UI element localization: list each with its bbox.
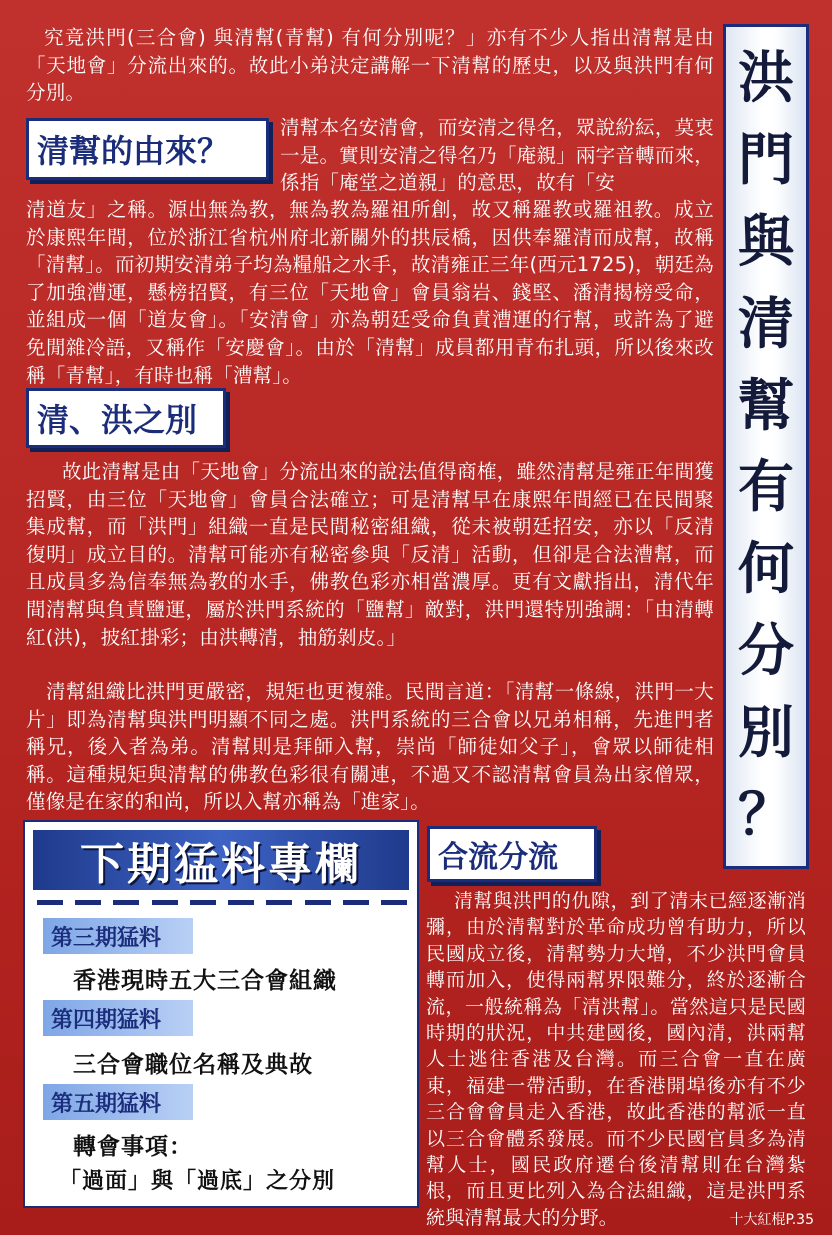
origin-heading: 清幫的由來？ xyxy=(26,118,269,180)
title-char: 幫 xyxy=(738,372,794,439)
origin-body-text: 清道友」之稱。源出無為教，無為教為羅祖所創，故又稱羅教或羅祖教。成立於康熙年間，位於浙江省杭州府北新關外的拱辰橋，因供奉羅清而成幫，故稱「清幫」。而初期安清弟子均為糧船之水手，故清雍正三年(西元1725)，朝廷為了加強漕運，懸榜招賢，有三位「天地會」會員翁岩、錢堅、潘清揭榜受命，並組成一個「道友會」。「安清會」亦為朝廷受命負責漕運的行幫，或許為了避免閒雜冷語，又稱作「安慶會」。由於「清幫」成員都用青布扎頭，所以後來改稱「青幫」，有時也稱「漕幫」。 xyxy=(26,198,714,387)
title-char: 別 xyxy=(738,700,794,767)
title-char: 與 xyxy=(738,208,794,275)
issue-3-text: 香港現時五大三合會組織 xyxy=(73,968,337,994)
difference-para-1: 故此清幫是由「天地會」分流出來的說法值得商榷，雖然清幫是雍正年間獲招賢，由三位「天地會」會員合法確立；可是清幫早在康熙年間經已在民間聚集成幫，而「洪門」組織一直是民間秘密組織，從未被朝廷招安，亦以「反清復明」成立目的。清幫可能亦有秘密參與「反清」活動，但卻是合法漕幫，而且成員多為信奉無為教的水手，佛教色彩亦相當濃厚。更有文獻指出，清代年間清幫與負責鹽運，屬於洪門系統的「鹽幫」敵對，洪門還特別強調：「由清轉紅(洪)，披紅掛彩；由洪轉清，抽筋剝皮。」 xyxy=(26,460,714,649)
intro-paragraph: 究竟洪門(三合會) 與清幫(青幫) 有何分別呢？」亦有不少人指出清幫是由「天地會」分流出來的。故此小弟決定講解一下清幫的歷史，以及與洪門有何分別。 xyxy=(26,26,714,105)
issue-5-tag: 第五期猛料 xyxy=(43,1084,193,1120)
issue-3-tag: 第三期猛料 xyxy=(43,918,193,954)
dash-divider xyxy=(37,900,407,906)
next-issue-panel xyxy=(23,820,419,1208)
vertical-title xyxy=(723,24,809,869)
title-char: 分 xyxy=(738,618,794,685)
origin-side-text: 清幫本名安清會，而安清之得名，眾說紛紜，莫衷一是。實則安清之得名乃「庵親」兩字音轉而來，係指「庵堂之道親」的意思，故有「安 xyxy=(280,116,714,195)
next-issue-banner: 下期猛料專欄 xyxy=(33,830,409,890)
title-char: 何 xyxy=(738,536,794,603)
merge-heading: 合流分流 xyxy=(427,826,597,882)
title-char: 洪 xyxy=(738,44,794,111)
issue-4-text: 三合會職位名稱及典故 xyxy=(73,1052,313,1078)
page-number: 十大紅棍P.35 xyxy=(729,1212,814,1228)
difference-heading: 清、洪之別 xyxy=(26,388,226,448)
merge-body-text: 清幫與洪門的仇隙，到了清末已經逐漸消彌，由於清幫對於革命成功曾有助力，所以民國成立後，清幫勢力大增，不少洪門會員轉而加入，使得兩幫界限難分，終於逐漸合流，一般統稱為「清洪幫」。當然這只是民國時期的狀況，中共建國後，國內清，洪兩幫人士逃往香港及台灣。而三合會一直在廣東，福建一帶活動，在香港開埠後亦有不少三合會會員走入香港，故此香港的幫派一直以三合會體系發展。而不少民國官員多為清幫人士，國民政府遷台後清幫則在台灣紮根，而且更比列入為合法組織，這是洪門系統與清幫最大的分野。 xyxy=(426,890,806,1229)
issue-5-line-2: 「過面」與「過底」之分別 xyxy=(59,1169,336,1194)
difference-para-2: 清幫組織比洪門更嚴密，規矩也更複雜。民間言道：「清幫一條線，洪門一大片」即為清幫與洪門明顯不同之處。洪門系統的三合會以兄弟相稱，先進門者稱兄，後入者為弟。清幫則是拜師入幫，崇尚「師徒如父子」，會眾以師徒相稱。這種規矩與清幫的佛教色彩很有關連，不過又不認清幫會員為出家僧眾，僅像是在家的和尚，所以入幫亦稱為「進家」。 xyxy=(26,680,714,814)
title-char: ？ xyxy=(738,781,794,848)
title-char: 有 xyxy=(738,454,794,521)
title-char: 清 xyxy=(738,290,794,357)
issue-5-line-1: 轉會事項： xyxy=(73,1134,193,1160)
title-char: 門 xyxy=(738,126,794,193)
issue-4-tag: 第四期猛料 xyxy=(43,1000,193,1036)
